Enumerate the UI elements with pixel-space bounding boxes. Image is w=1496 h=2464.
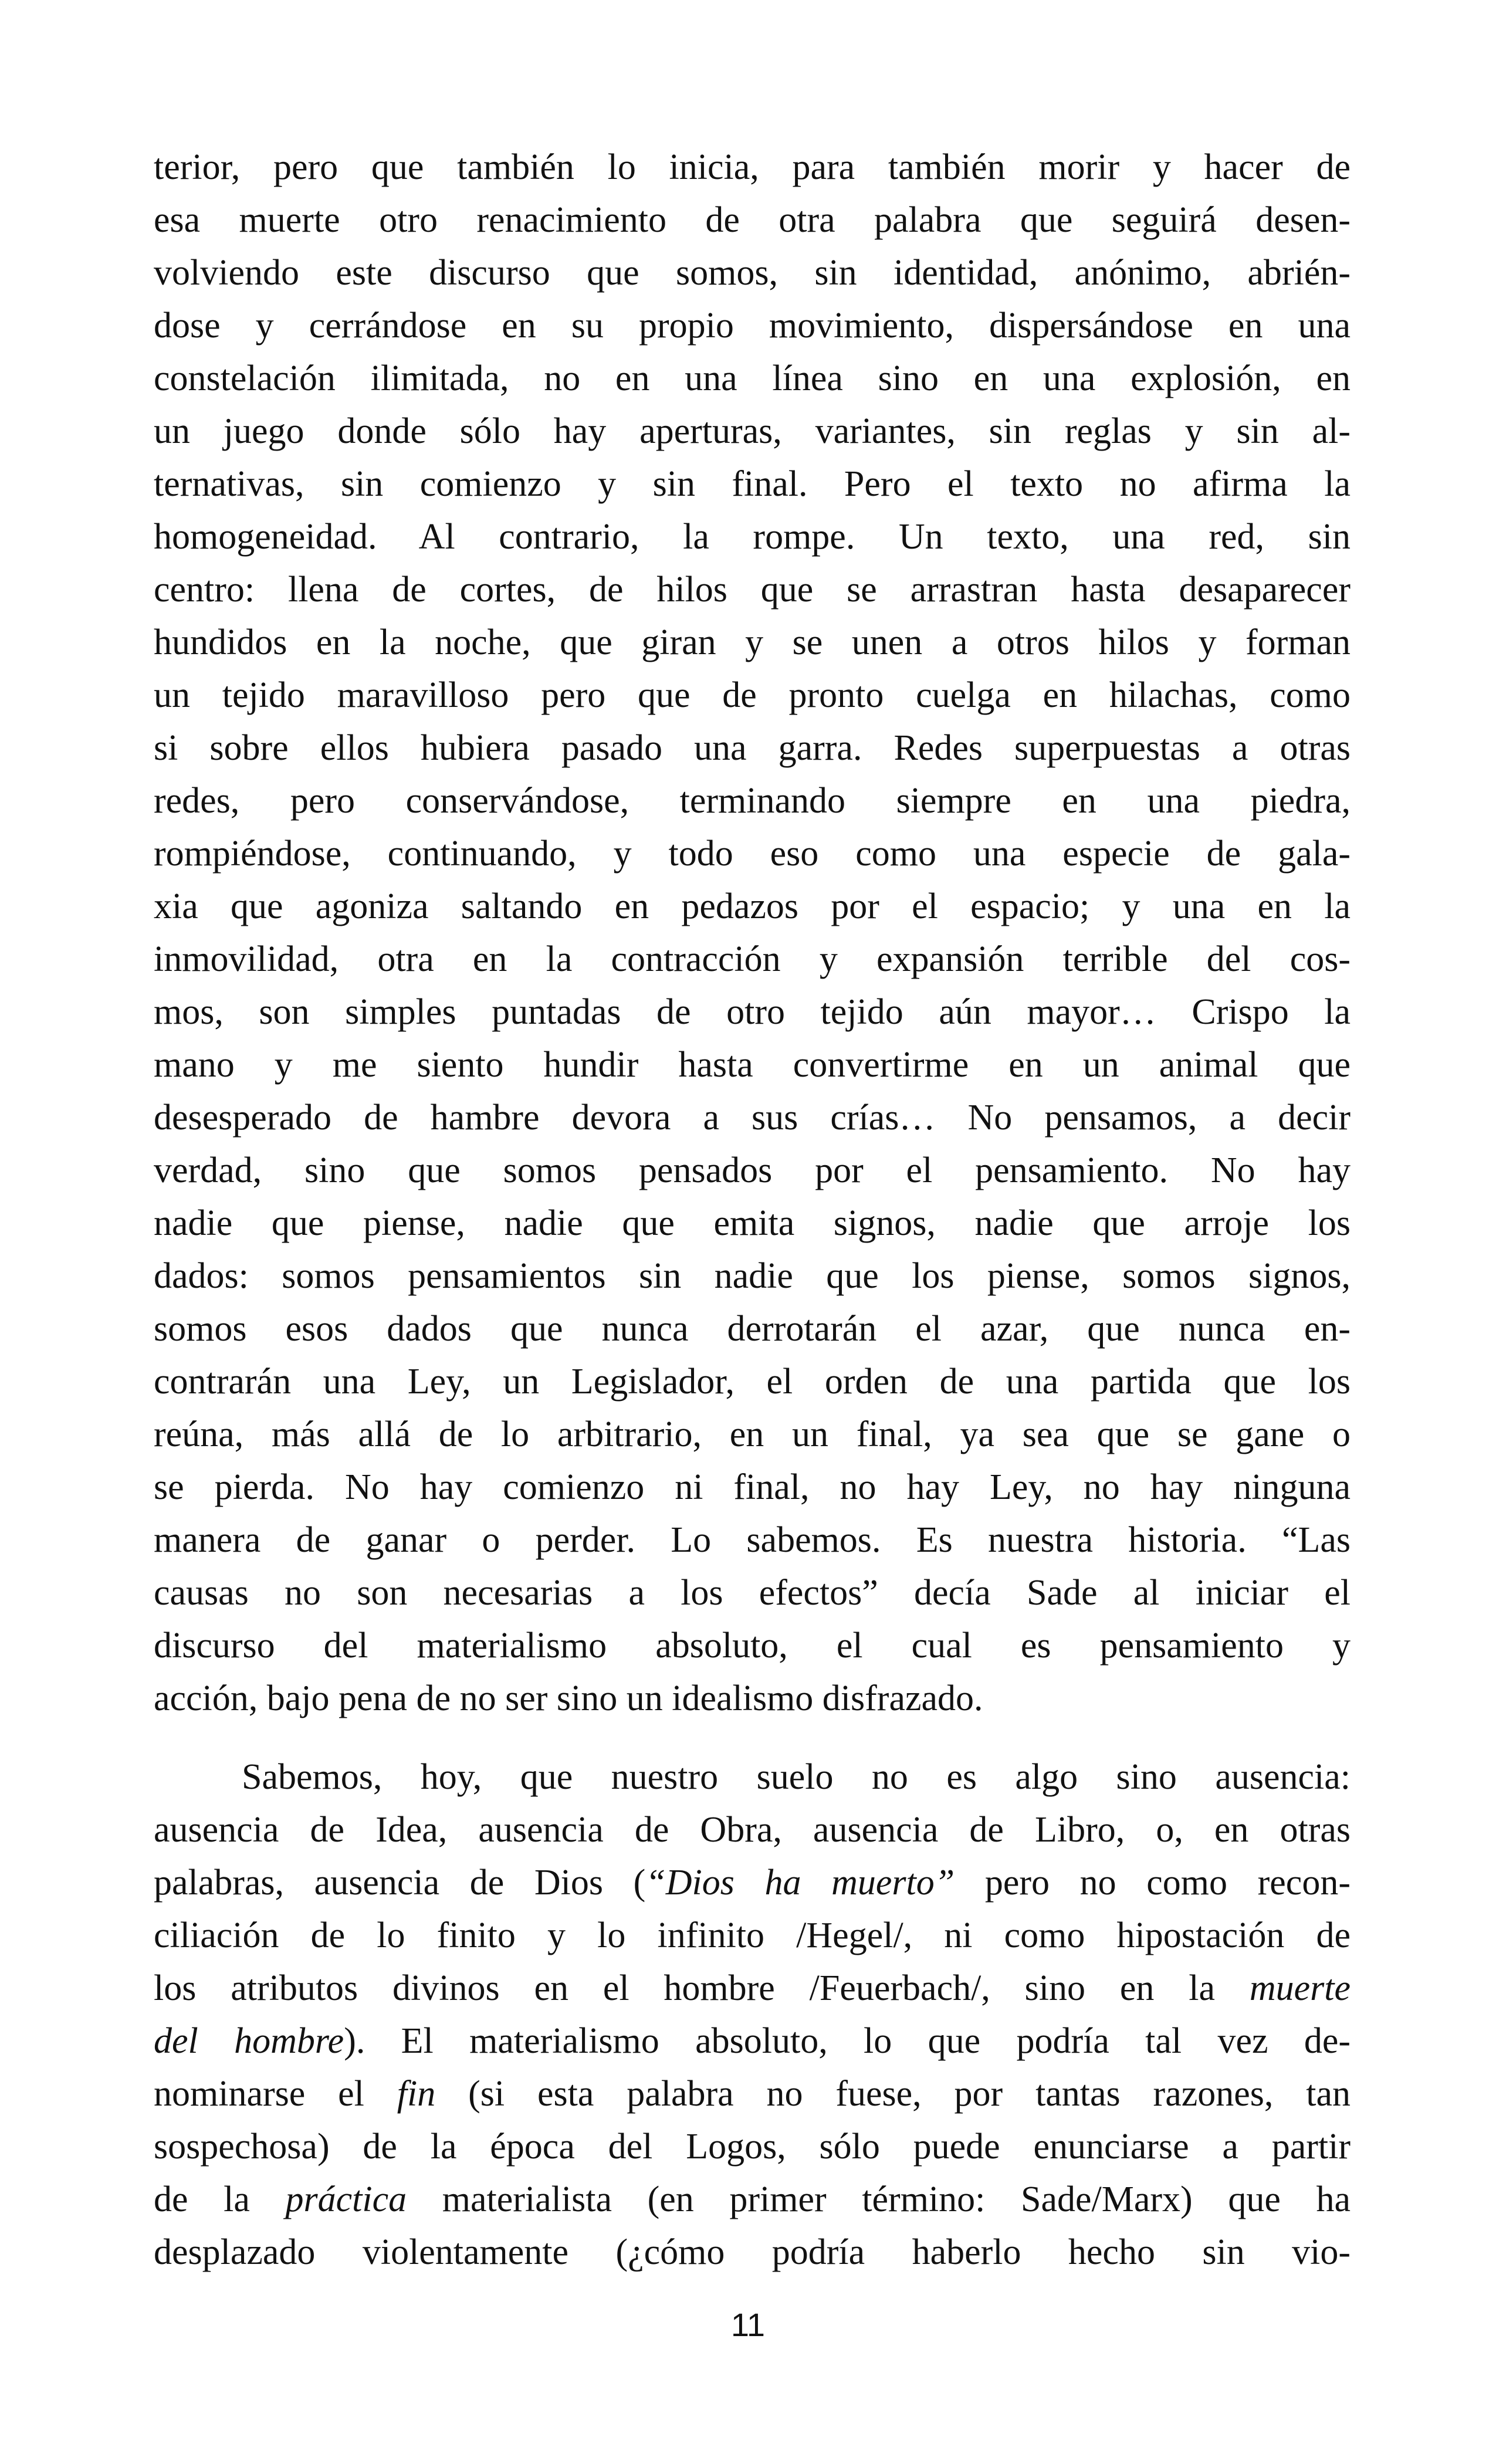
text-line: [154, 1514, 1351, 1566]
italic-text: práctica: [285, 2179, 407, 2219]
text-line: [154, 986, 1351, 1038]
text-line: [154, 1038, 1351, 1091]
text-line: [154, 1909, 1351, 1962]
paragraph: [154, 141, 1351, 1725]
text-segment: nadie que piense, nadie que emita signos, nadie que arroje los: [154, 1203, 1351, 1243]
text-line: [154, 2015, 1351, 2067]
text-line: [154, 405, 1351, 458]
text-line: [154, 194, 1351, 246]
text-line: [154, 2226, 1351, 2279]
text-line: [154, 563, 1351, 616]
text-line: [154, 299, 1351, 352]
text-segment: un juego donde sólo hay aperturas, variantes, sin reglas y sin al-: [154, 411, 1351, 451]
text-line: [154, 2120, 1351, 2173]
text-line: [154, 1856, 1351, 1909]
text-segment: inmovilidad, otra en la contracción y expansión terrible del cos-: [154, 939, 1351, 979]
text-segment: centro: llena de cortes, de hilos que se arrastran hasta desaparecer: [154, 570, 1351, 610]
text-segment: xia que agoniza saltando en pedazos por el espacio; y una en la: [154, 886, 1351, 926]
text-segment: un tejido maravilloso pero que de pronto cuelga en hilachas, como: [154, 675, 1351, 715]
text-segment: si sobre ellos hubiera pasado una garra. Redes superpuestas a otras: [154, 728, 1351, 768]
text-segment: sospechosa) de la época del Logos, sólo puede enunciarse a partir: [154, 2127, 1351, 2167]
text-segment: nominarse el: [154, 2074, 397, 2114]
text-line: [154, 1566, 1351, 1619]
text-line: [154, 1461, 1351, 1514]
text-segment: desesperado de hambre devora a sus crías… No pensamos, a decir: [154, 1098, 1351, 1138]
text-segment: reúna, más allá de lo arbitrario, en un final, ya sea que se gane o: [154, 1414, 1351, 1454]
text-line: [154, 2173, 1351, 2226]
text-segment: Sabemos, hoy, que nuestro suelo no es algo sino ausencia:: [242, 1757, 1351, 1797]
text-segment: dados: somos pensamientos sin nadie que los piense, somos signos,: [154, 1256, 1351, 1296]
text-segment: dose y cerrándose en su propio movimiento, dispersándose en una: [154, 306, 1351, 346]
text-segment: materialista (en primer término: Sade/Marx) que ha: [407, 2179, 1351, 2219]
text-segment: (si esta palabra no fuese, por tantas razones, tan: [435, 2074, 1351, 2114]
text-line: [154, 616, 1351, 669]
text-line: [154, 1408, 1351, 1461]
text-segment: se pierda. No hay comienzo ni final, no hay Ley, no hay ninguna: [154, 1467, 1351, 1507]
text-line: [154, 1144, 1351, 1197]
paragraph: [154, 1751, 1351, 2279]
text-line: [154, 774, 1351, 827]
text-segment: palabras, ausencia de Dios (: [154, 1863, 646, 1903]
text-line: [154, 1619, 1351, 1672]
text-segment: de la: [154, 2179, 286, 2219]
text-segment: mos, son simples puntadas de otro tejido aún mayor… Crispo la: [154, 992, 1351, 1032]
text-segment: contrarán una Ley, un Legislador, el orden de una partida que los: [154, 1362, 1351, 1402]
text-segment: ). El materialismo absoluto, lo que podría tal vez de-: [344, 2021, 1351, 2061]
text-line: [154, 1751, 1351, 1803]
text-segment: homogeneidad. Al contrario, la rompe. Un texto, una red, sin: [154, 517, 1351, 557]
italic-text: fin: [397, 2074, 436, 2114]
text-segment: ciliación de lo finito y lo infinito /Hegel/, ni como hipostación de: [154, 1915, 1351, 1955]
page-number: 11: [730, 2306, 766, 2343]
text-segment: causas no son necesarias a los efectos” decía Sade al iniciar el: [154, 1573, 1351, 1613]
text-segment: pero no como recon-: [955, 1863, 1351, 1903]
text-line: [154, 1250, 1351, 1302]
text-line: [154, 880, 1351, 933]
text-line: [154, 2067, 1351, 2120]
text-line: [154, 510, 1351, 563]
text-segment: redes, pero conservándose, terminando siempre en una piedra,: [154, 781, 1351, 821]
text-line: [154, 1962, 1351, 2015]
text-line: [154, 1672, 1351, 1725]
text-segment: ternativas, sin comienzo y sin final. Pero el texto no afirma la: [154, 464, 1351, 504]
text-segment: rompiéndose, continuando, y todo eso como una especie de gala-: [154, 834, 1351, 874]
text-segment: esa muerte otro renacimiento de otra palabra que seguirá desen-: [154, 200, 1351, 240]
italic-text: muerte: [1249, 1968, 1351, 2008]
text-segment: mano y me siento hundir hasta convertirme en un animal que: [154, 1045, 1351, 1085]
text-segment: hundidos en la noche, que giran y se unen a otros hilos y forman: [154, 622, 1351, 662]
text-segment: verdad, sino que somos pensados por el pensamiento. No hay: [154, 1150, 1351, 1190]
text-segment: discurso del materialismo absoluto, el cual es pensamiento y: [154, 1626, 1351, 1666]
text-segment: somos esos dados que nunca derrotarán el azar, que nunca en-: [154, 1309, 1351, 1349]
text-segment: terior, pero que también lo inicia, para también morir y hacer de: [154, 147, 1351, 187]
text-line: [154, 827, 1351, 880]
text-segment: ausencia de Idea, ausencia de Obra, ausencia de Libro, o, en otras: [154, 1810, 1351, 1850]
text-line: [154, 246, 1351, 299]
italic-text: “Dios ha muerto”: [645, 1863, 955, 1903]
text-line: [154, 352, 1351, 405]
text-line: [154, 458, 1351, 510]
text-line: [154, 1197, 1351, 1250]
text-segment: manera de ganar o perder. Lo sabemos. Es nuestra historia. “Las: [154, 1520, 1351, 1560]
text-line: [154, 1355, 1351, 1408]
text-segment: constelación ilimitada, no en una línea sino en una explosión, en: [154, 358, 1351, 398]
text-segment: volviendo este discurso que somos, sin identidad, anónimo, abrién-: [154, 253, 1351, 293]
text-line: [154, 1302, 1351, 1355]
text-segment: desplazado violentamente (¿cómo podría haberlo hecho sin vio-: [154, 2232, 1351, 2272]
text-segment: acción, bajo pena de no ser sino un idealismo disfrazado.: [154, 1678, 983, 1718]
text-line: [154, 669, 1351, 722]
text-line: [154, 933, 1351, 986]
page-body: [154, 141, 1351, 2304]
text-line: [154, 1091, 1351, 1144]
text-line: [154, 1803, 1351, 1856]
italic-text: del hombre: [154, 2021, 344, 2061]
text-line: [154, 722, 1351, 774]
text-segment: los atributos divinos en el hombre /Feuerbach/, sino en la: [154, 1968, 1250, 2008]
text-line: [154, 141, 1351, 194]
